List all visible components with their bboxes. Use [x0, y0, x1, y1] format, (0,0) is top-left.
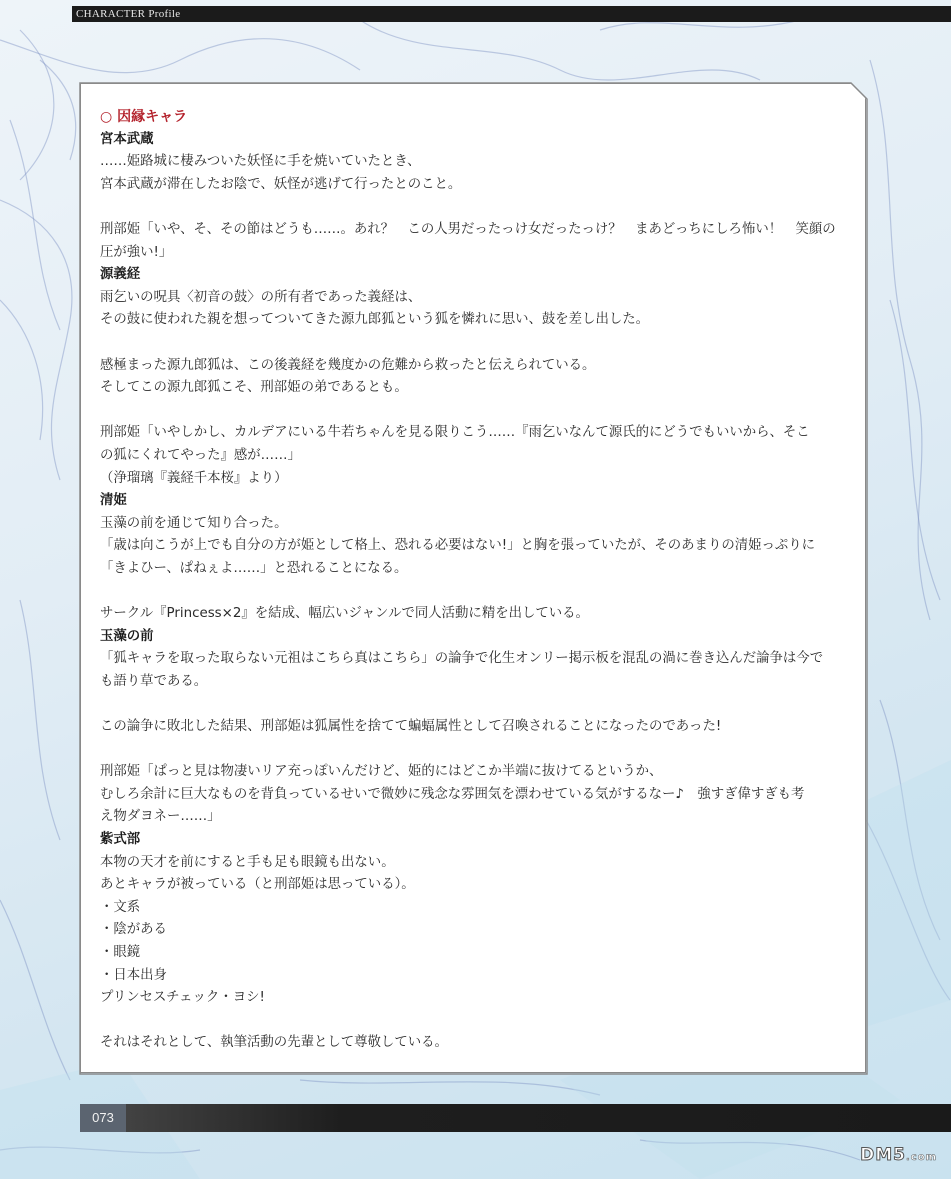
character-entry	[100, 626, 845, 829]
entry-text-line: この論争に敗北した結果、刑部姫は狐属性を捨てて蝙蝠属性として召喚されることになったのであった!	[100, 719, 722, 735]
entry-text-line: 雨乞いの呪具〈初音の鼓〉の所有者であった義経は、	[100, 289, 422, 305]
entry-text-line: も語り草である。	[100, 673, 208, 689]
watermark-suffix: .com	[905, 1152, 937, 1163]
watermark-brand: DM5	[860, 1145, 906, 1165]
blank-line	[100, 693, 845, 716]
entry-text-line: ……姫路城に棲みついた妖怪に手を焼いていたとき、	[100, 154, 421, 170]
entry-text-line: それはそれとして、執筆活動の先輩として尊敬している。	[100, 1035, 448, 1051]
entry-text-line: 「きよひー、ぱねぇよ……」と恐れることになる。	[100, 560, 408, 576]
entry-text-line: 「歳は向こうが上でも自分の方が姫として格上、恐れる必要はない!」と胸を張っていたが、そのあまりの清姫っぷりに	[100, 538, 816, 554]
entry-text-line: 宮本武蔵が滞在したお陰で、妖怪が逃げて行ったとのこと。	[100, 176, 462, 192]
entry-text-line: ・日本出身	[100, 967, 167, 983]
entry-text-line: 圧が強い!」	[100, 244, 173, 260]
character-name: 宮本武蔵	[100, 131, 154, 147]
character-name: 紫式部	[100, 832, 141, 847]
section-title-text: 因縁キャラ	[117, 109, 188, 125]
entry-text-line: 「狐キャラを取った取らない元祖はこちら真はこちら」の論争で化生オンリー掲示板を混乱の渦に巻き込んだ論争は今で	[100, 651, 824, 667]
character-entry	[100, 829, 845, 1055]
entry-text-line: サークル『Princess×2』を結成、幅広いジャンルで同人活動に精を出している。	[100, 606, 589, 622]
blank-line	[100, 332, 845, 355]
entry-list	[100, 129, 845, 1055]
entry-text-line: 刑部姫「ぱっと見は物凄いリア充っぽいんだけど、姫的にはどこか半端に抜けてるというか、	[100, 764, 663, 780]
entry-text-line: （浄瑠璃『義経千本桜』より）	[100, 470, 288, 486]
blank-line	[100, 739, 845, 762]
circle-marker-icon: ○	[100, 109, 113, 125]
character-name: 玉藻の前	[100, 628, 154, 644]
entry-text-line: 刑部姫「いやしかし、カルデアにいる牛若ちゃんを見る限りこう……『雨乞いなんて源氏的にどうでもいいから、そこ	[100, 425, 810, 441]
entry-text-line: そしてこの源九郎狐こそ、刑部姫の弟であるとも。	[100, 380, 408, 396]
character-name: 清姫	[100, 493, 127, 509]
entry-text-line: え物ダヨネー……」	[100, 809, 221, 825]
character-entry	[100, 264, 845, 490]
entry-text-line: の狐にくれてやった』感が……」	[100, 447, 301, 463]
entry-text-line: ・文系	[100, 899, 141, 915]
character-entry	[100, 490, 845, 626]
entry-text-line: ・眼鏡	[100, 944, 141, 960]
entry-text-line: 感極まった源九郎狐は、この後義経を幾度かの危難から救ったと伝えられている。	[100, 357, 596, 373]
blank-line	[100, 196, 845, 219]
footer-bar	[80, 1104, 951, 1132]
entry-text-line: むしろ余計に巨大なものを背負っているせいで微妙に残念な雰囲気を漂わせている気がするなー♪ 強すぎ偉すぎも考	[100, 786, 805, 802]
section-heading	[100, 106, 845, 129]
entry-text-line: 刑部姫「いや、そ、その節はどうも……。あれ？ この人男だったっけ女だったっけ？ まあどっちにしろ怖い！ 笑顔の	[100, 221, 836, 237]
header-title: CHARACTER Profile	[76, 8, 181, 20]
character-entry	[100, 129, 845, 265]
profile-content	[100, 106, 845, 1055]
entry-text-line: その鼓に使われた親を想ってついてきた源九郎狐という狐を憐れに思い、鼓を差し出した。	[100, 312, 650, 328]
entry-text-line: プリンセスチェック・ヨシ!	[100, 990, 265, 1006]
blank-line	[100, 580, 845, 603]
page-number: 073	[80, 1104, 126, 1132]
blank-line	[100, 1010, 845, 1033]
entry-text-line: 玉藻の前を通じて知り合った。	[100, 515, 288, 531]
character-name: 源義経	[100, 267, 141, 283]
entry-text-line: ・陰がある	[100, 922, 167, 938]
header-bar	[72, 6, 951, 22]
entry-text-line: あとキャラが被っている（と刑部姫は思っている）。	[100, 877, 415, 893]
site-watermark	[860, 1145, 937, 1165]
entry-text-line: 本物の天才を前にすると手も足も眼鏡も出ない。	[100, 854, 395, 870]
blank-line	[100, 400, 845, 423]
